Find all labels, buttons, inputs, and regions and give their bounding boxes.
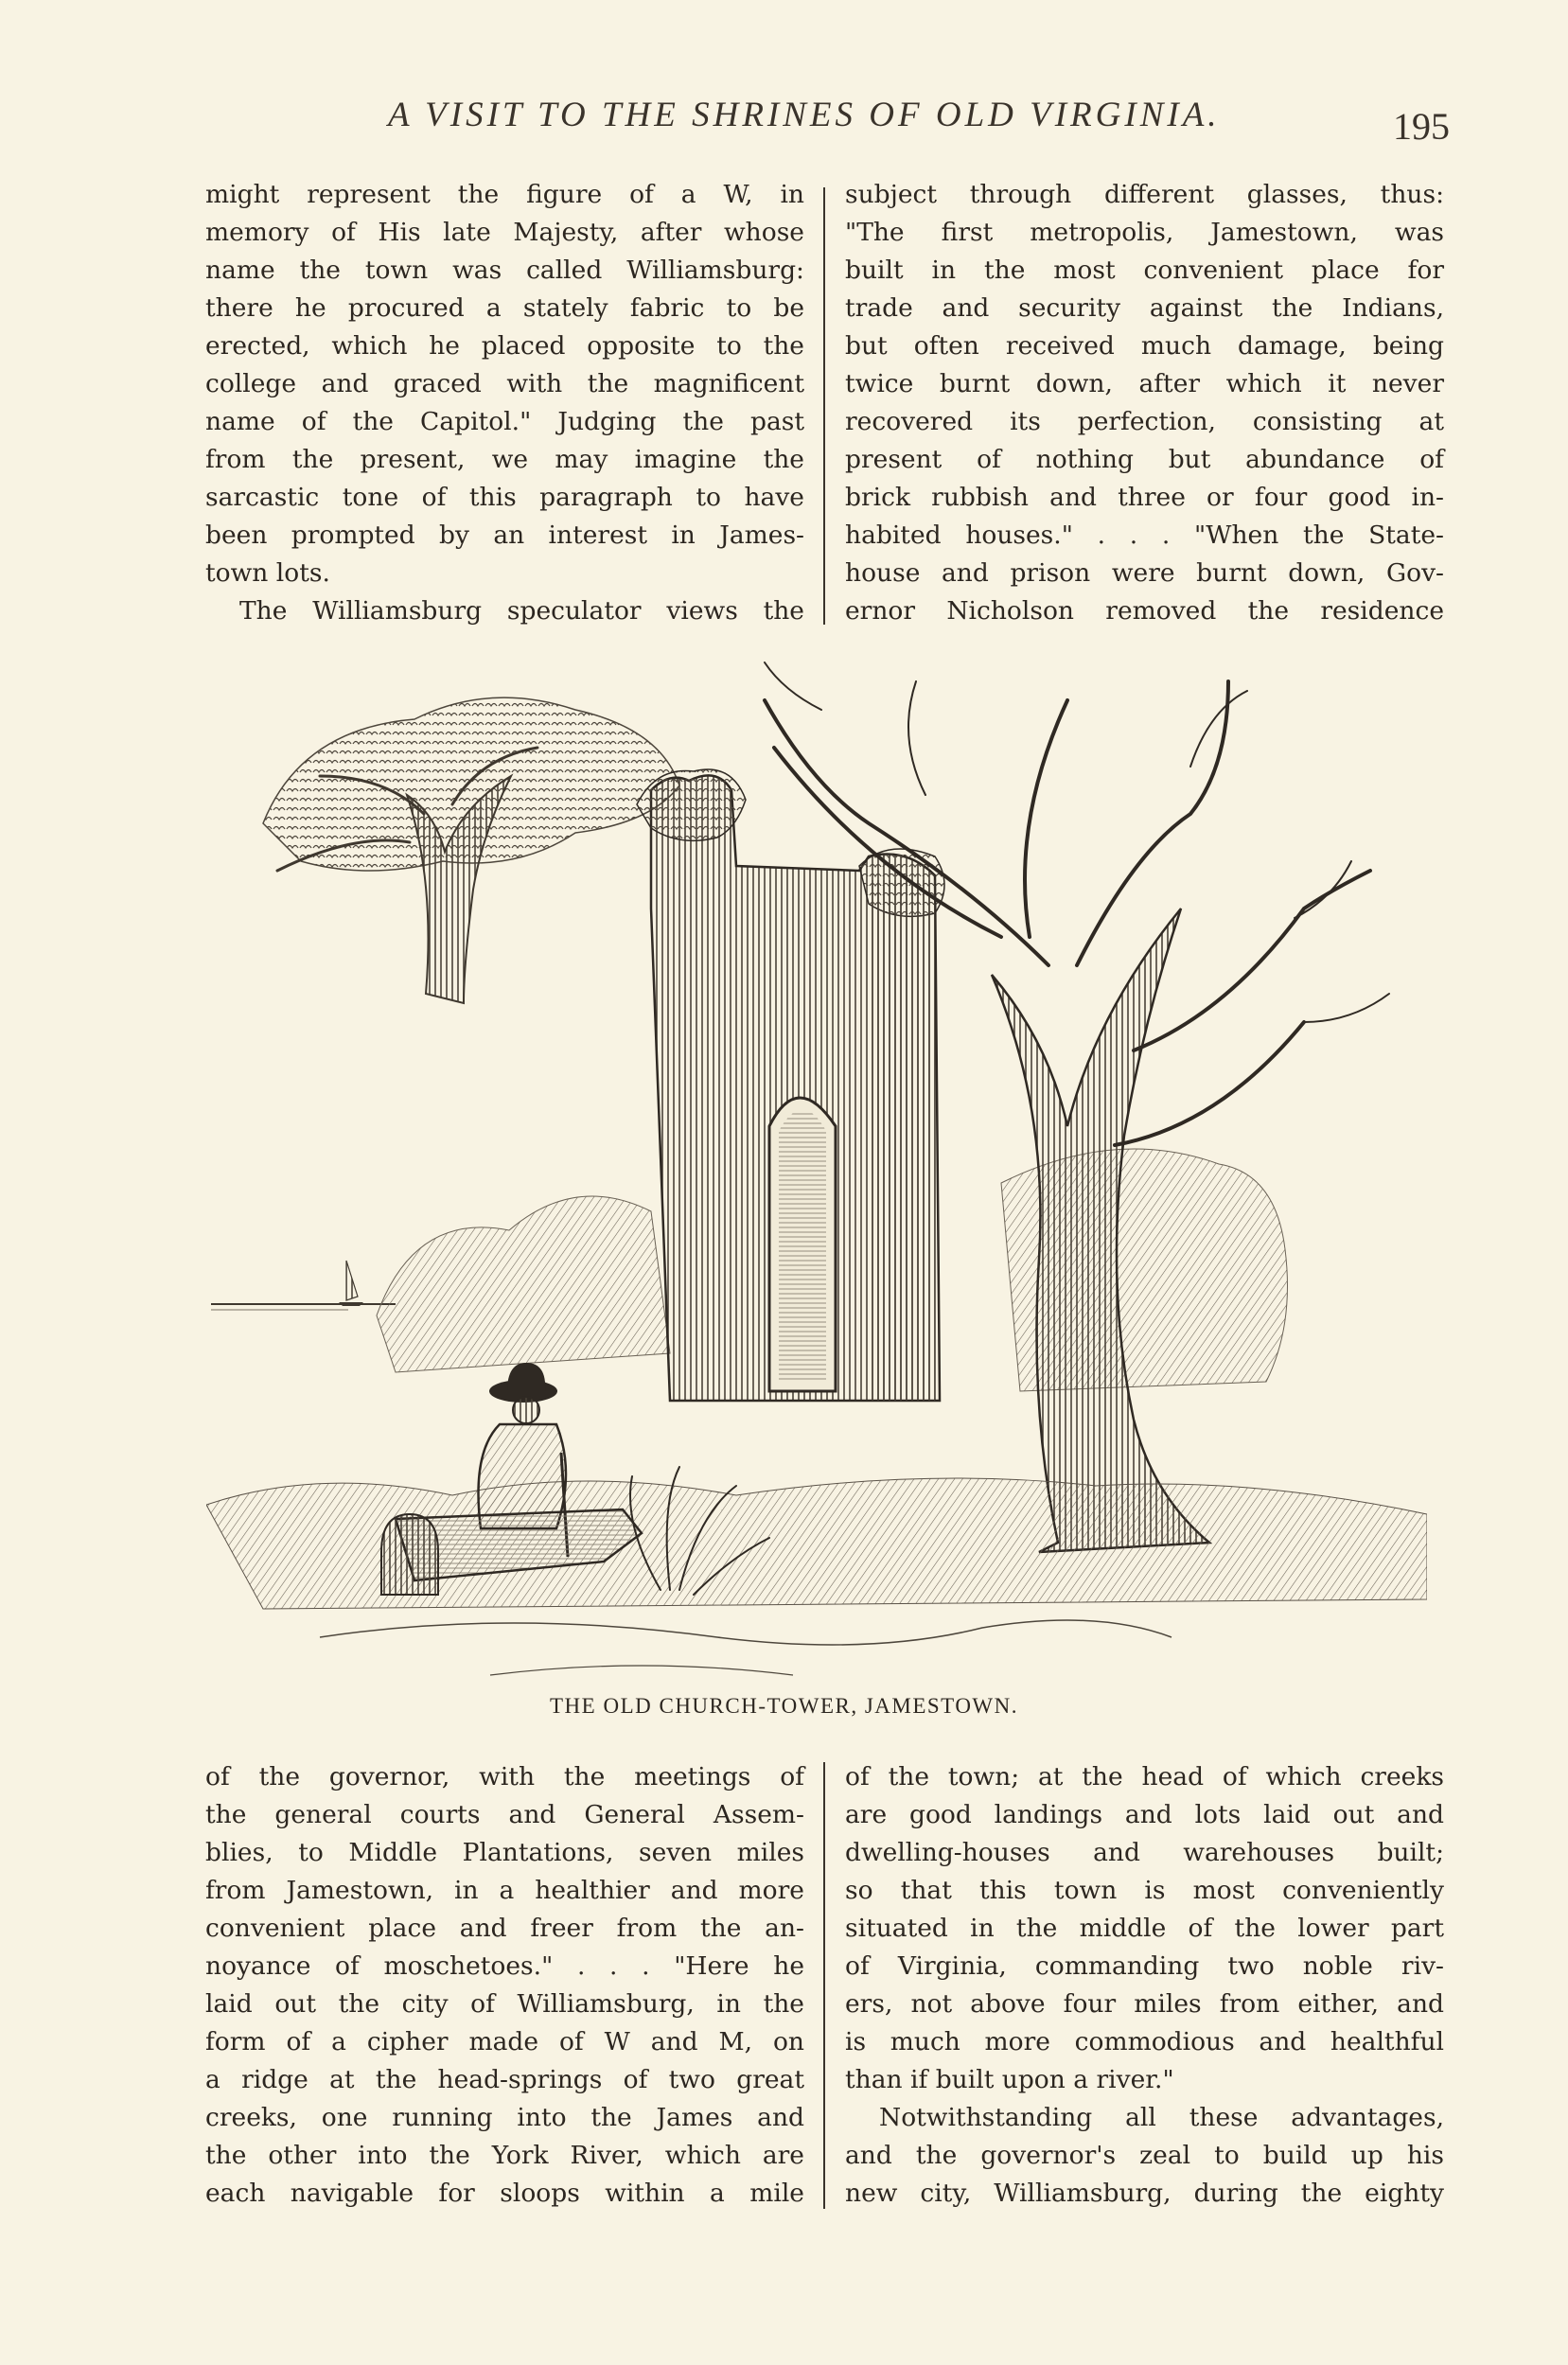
text-line: laid out the city of Williamsburg, in the xyxy=(205,1989,804,2019)
text-line: been prompted by an interest in James- xyxy=(205,521,804,550)
background-shrubs xyxy=(377,1196,670,1372)
text-line: each navigable for sloops within a mile xyxy=(205,2179,804,2208)
text-line: erected, which he placed opposite to the xyxy=(205,331,804,361)
text-line: blies, to Middle Plantations, seven miles xyxy=(205,1838,804,1867)
text-line: the general courts and General Assem- xyxy=(205,1800,804,1829)
text-line: there he procured a stately fabric to be xyxy=(205,293,804,323)
text-line: a ridge at the head-springs of two great xyxy=(205,2065,804,2094)
text-column-top-right xyxy=(845,176,1444,630)
text-line: college and graced with the magnificent xyxy=(205,369,804,398)
text-line: recovered its perfection, consisting at xyxy=(845,407,1444,436)
text-line: twice burnt down, after which it never xyxy=(845,369,1444,398)
text-line: form of a cipher made of W and M, on xyxy=(205,2027,804,2056)
text-column-bottom-right xyxy=(845,1758,1444,2213)
text-line: name of the Capitol." Judging the past xyxy=(205,407,804,436)
running-head-title: A VISIT TO THE SHRINES OF OLD VIRGINIA. xyxy=(388,96,1221,134)
text-line: house and prison were burnt down, Gov- xyxy=(845,558,1444,588)
text-line: Notwithstanding all these advantages, xyxy=(879,2103,1444,2132)
text-line: noyance of moschetoes." . . . "Here he xyxy=(205,1951,804,1981)
text-line: town lots. xyxy=(205,558,330,588)
text-line: but often received much damage, being xyxy=(845,331,1444,361)
text-line: of the governor, with the meetings of xyxy=(205,1762,804,1791)
gravestone xyxy=(381,1514,438,1595)
text-line: and the governor's zeal to build up his xyxy=(845,2141,1444,2170)
text-line: might represent the figure of a W, in xyxy=(205,180,804,209)
text-line: sarcastic tone of this paragraph to have xyxy=(205,483,804,512)
text-line: built in the most convenient place for xyxy=(845,256,1444,285)
text-line: than if built upon a river." xyxy=(845,2065,1174,2094)
text-column-bottom-left xyxy=(205,1758,804,2213)
text-line: convenient place and freer from the an- xyxy=(205,1914,804,1943)
text-line: name the town was called Williamsburg: xyxy=(205,256,804,285)
page-number: 195 xyxy=(1393,105,1450,148)
text-line: dwelling-houses and warehouses built; xyxy=(845,1838,1444,1867)
text-line: so that this town is most conveniently xyxy=(845,1876,1444,1905)
text-line: The Williamsburg speculator views the xyxy=(239,596,804,626)
text-line: is much more commodious and healthful xyxy=(845,2027,1444,2056)
text-line: habited houses." . . . "When the State- xyxy=(845,521,1444,550)
text-line: from Jamestown, in a healthier and more xyxy=(205,1876,804,1905)
illustration-caption: THE OLD CHURCH-TOWER, JAMESTOWN. xyxy=(550,1694,1018,1718)
text-line: of the town; at the head of which creeks xyxy=(845,1762,1444,1791)
church-tower-engraving xyxy=(206,653,1427,1694)
text-line: of Virginia, commanding two noble riv- xyxy=(845,1951,1444,1981)
text-column-top-left xyxy=(205,176,804,630)
text-line: creeks, one running into the James and xyxy=(205,2103,804,2132)
column-divider xyxy=(823,187,825,625)
sailboat xyxy=(339,1261,363,1306)
text-line: trade and security against the Indians, xyxy=(845,293,1444,323)
text-line: present of nothing but abundance of xyxy=(845,445,1444,474)
column-divider xyxy=(823,1762,825,2209)
text-line: the other into the York River, which are xyxy=(205,2141,804,2170)
text-line: new city, Williamsburg, during the eighty xyxy=(845,2179,1444,2208)
church-tower-ruin xyxy=(637,769,944,1401)
text-line: memory of His late Majesty, after whose xyxy=(205,218,804,247)
text-line: brick rubbish and three or four good in- xyxy=(845,483,1444,512)
text-line: from the present, we may imagine the xyxy=(205,445,804,474)
text-line: subject through different glasses, thus: xyxy=(845,180,1444,209)
text-line: ers, not above four miles from either, and xyxy=(845,1989,1444,2019)
text-line: "The first metropolis, Jamestown, was xyxy=(845,218,1444,247)
text-line: situated in the middle of the lower part xyxy=(845,1914,1444,1943)
text-line: ernor Nicholson removed the residence xyxy=(845,596,1444,626)
text-line: are good landings and lots laid out and xyxy=(845,1800,1444,1829)
